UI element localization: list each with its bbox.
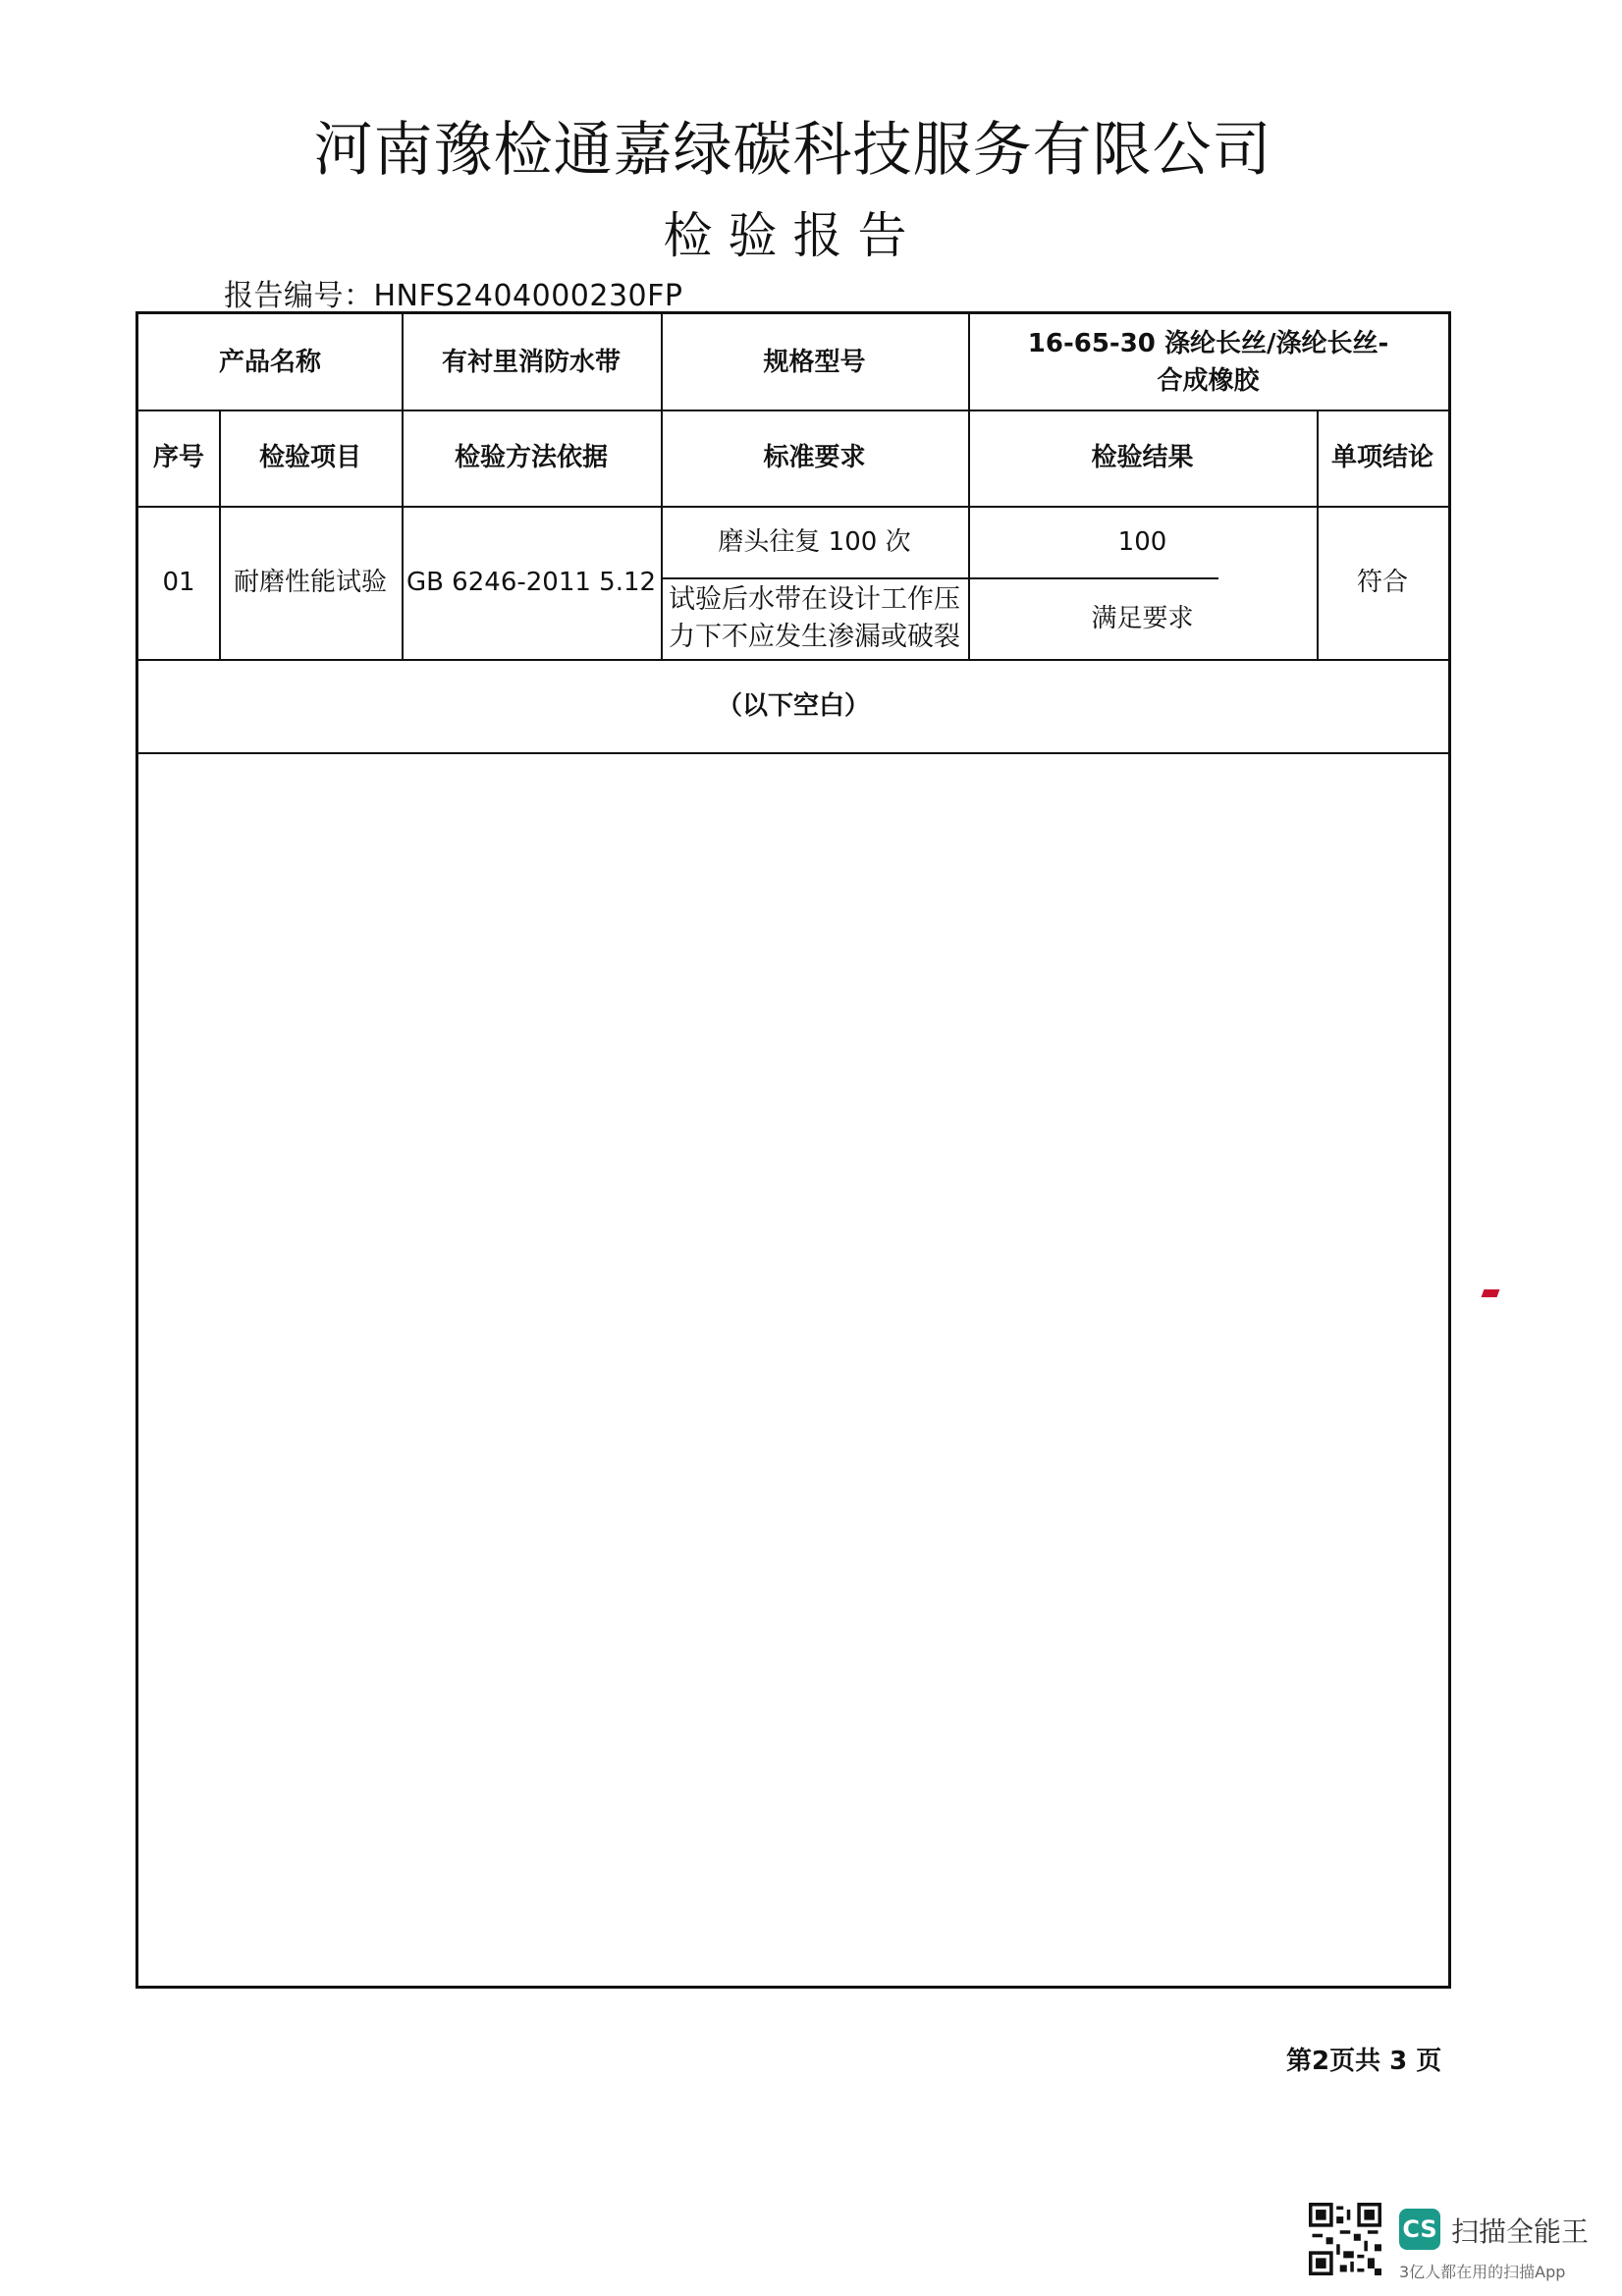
row-item: 耐磨性能试验 <box>233 568 387 597</box>
report-number-value: HNFS2404000230FP <box>373 279 683 313</box>
col-header-no: 序号 <box>152 443 204 472</box>
row-method: GB 6246-2011 5.12 <box>406 568 657 597</box>
camscanner-logo: CS <box>1399 2209 1440 2250</box>
company-name: 河南豫检通嘉绿碳科技服务有限公司 <box>313 116 1272 185</box>
row-requirement-1: 磨头往复 100 次 <box>718 526 911 557</box>
row-result-1: 100 <box>1117 526 1167 557</box>
blank-note: （以下空白） <box>716 690 870 721</box>
product-name: 有衬里消防水带 <box>441 347 621 377</box>
red-mark <box>1482 1289 1500 1297</box>
row-conclusion: 符合 <box>1356 568 1408 597</box>
col-header-conclusion: 单项结论 <box>1330 443 1433 472</box>
row-result-2: 满足要求 <box>1091 603 1194 633</box>
spec-value <box>968 314 1448 410</box>
row-divider <box>138 752 1448 754</box>
page-number: 第2页共 3 页 <box>1286 2047 1442 2076</box>
qr-code-icon <box>1309 2203 1381 2275</box>
col-header-requirement: 标准要求 <box>763 443 866 472</box>
col-header-method: 检验方法依据 <box>454 443 608 472</box>
watermark-tagline: 3亿人都在用的扫描App <box>1399 2263 1566 2281</box>
row-requirement-2 <box>661 577 968 659</box>
spec-value-line2: 合成橡胶 <box>1157 365 1260 396</box>
inspection-table <box>135 311 1451 1989</box>
spec-label: 规格型号 <box>763 347 866 377</box>
product-name-label: 产品名称 <box>218 347 321 377</box>
report-number <box>224 271 683 314</box>
row-requirement-2-line2: 力下不应发生渗漏或破裂 <box>669 621 960 652</box>
col-header-item: 检验项目 <box>258 443 361 472</box>
watermark-app-name: 扫描全能王 <box>1451 2215 1590 2248</box>
document-title: 检验报告 <box>663 207 923 264</box>
spec-value-line1: 16-65-30 涤纶长丝/涤纶长丝- <box>1027 328 1389 358</box>
row-no: 01 <box>162 568 195 597</box>
report-number-label: 报告编号： <box>224 279 374 313</box>
row-requirement-2-line1: 试验后水带在设计工作压 <box>669 583 960 615</box>
col-header-result: 检验结果 <box>1091 443 1194 472</box>
